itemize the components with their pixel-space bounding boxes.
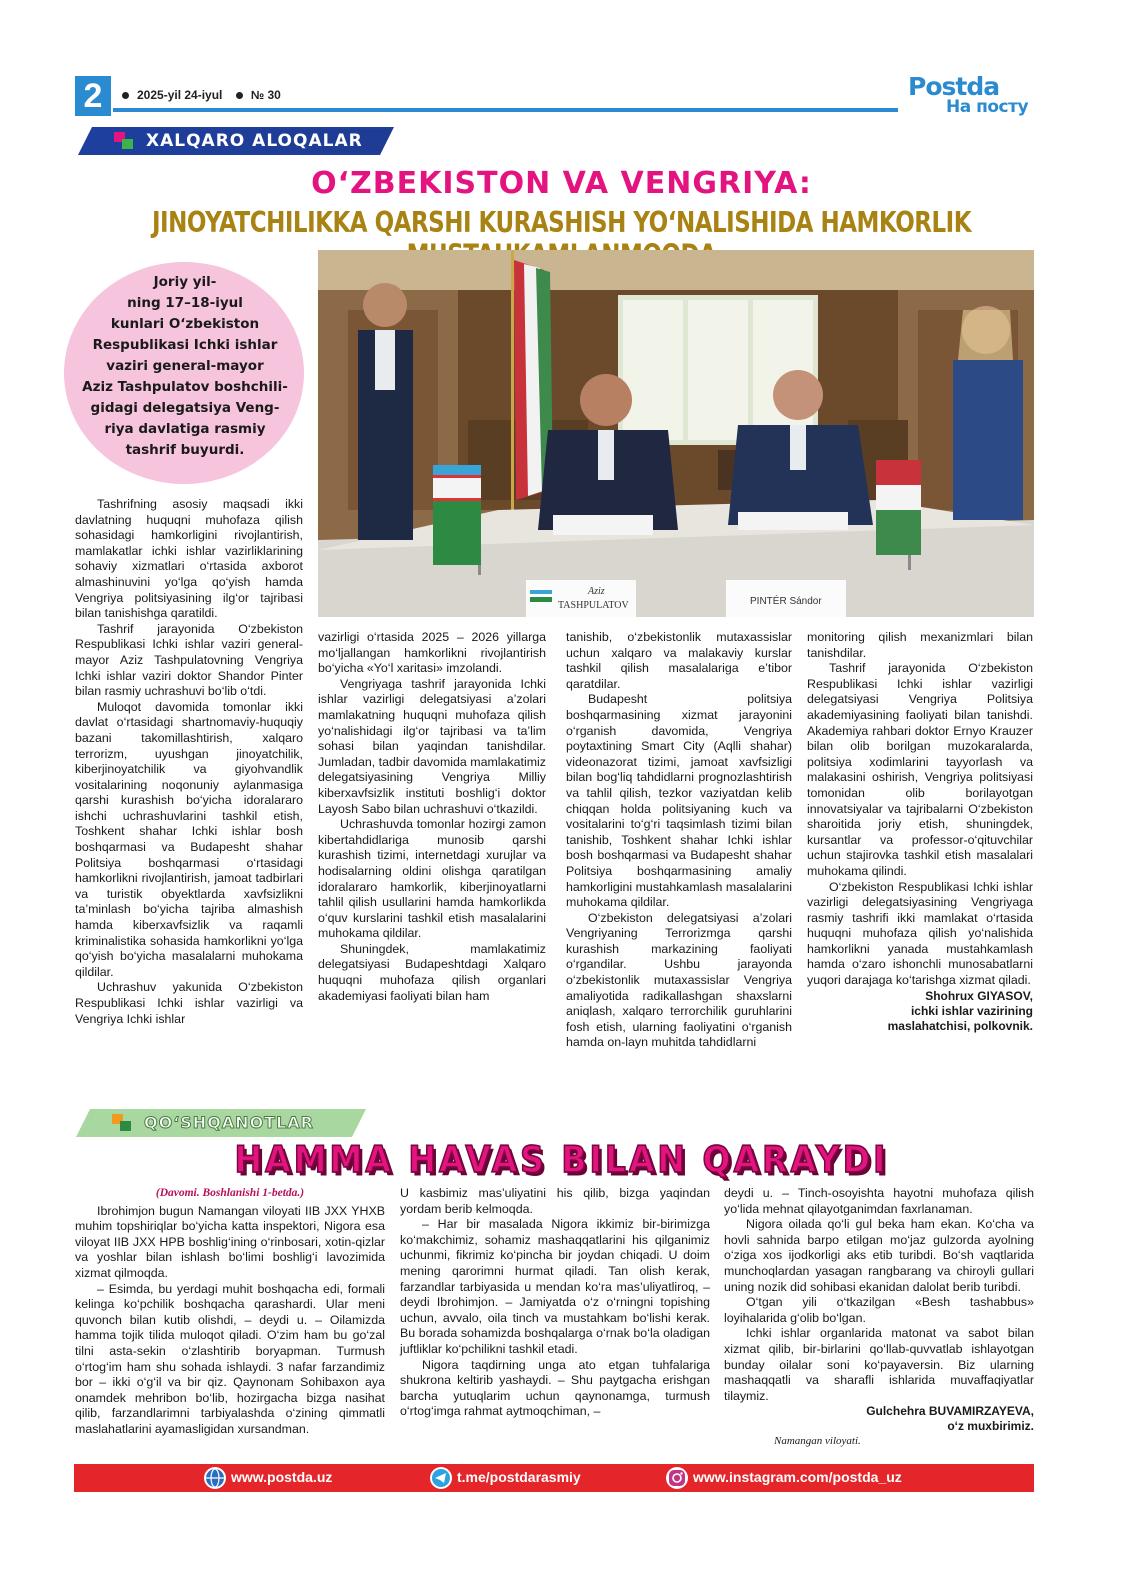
paragraph: U kasbimiz mas’uliyatini his qilib, bizga yaqindan yordam berib kelmoqda. [400,1186,710,1216]
paragraph: vazirligi o‘rtasida 2025 – 2026 yillarga mo‘ljallangan hamkorlikni rivojlantirish bo‘yicha «Yo‘l xaritasi» imzolandi. [318,630,546,676]
paragraph: monitoring qilish mexanizmlari bilan tanishdilar. [807,630,1033,660]
rubric-label: XALQARO ALOQALAR [146,131,363,151]
paragraph: tanishib, o‘zbekistonlik mutaxassislar uchun xalqaro va malakaviy kurslar tashkil qilish masalalariga e’tibor qaratdilar. [566,630,792,691]
signature-line: maslahatchisi, polkovnik. [887,1018,1033,1033]
paragraph: – Har bir masalada Nigora ikkimiz bir-birimizga ko‘makchimiz, sohamiz mashaqqatlarini his qilganimiz uchunmi, fikrimiz ko‘pincha bir joydan chiqadi. U doim mening qarorimni hurmat qiladi. Tan olish kerak, farzandlar tarbiyasida u mendan ko‘ra mas’uliyatliroq, – deydi Ibrohimjon. – Jamiyatda o‘z o‘rningni topishing uchun, avvalo, oila tinch va mustahkam bo‘lishi kerak. Bu borada sohamizda boshqalarga o‘rnak bo‘la oladigan juftliklar ko‘pchilikni tashkil etadi. [400,1217,710,1356]
issue-number: № 30 [250,88,281,102]
signing-ceremony-image [318,250,1034,617]
paragraph: deydi u. – Tinch-osoyishta hayotni muhofaza qilish yo‘lida mehnat qilayotganimdan faxrlanaman. [724,1186,1034,1216]
paragraph: Ibrohimjon bugun Namangan viloyati IIB JXX YHXB muhim topshiriqlar bo‘yicha katta inspektori, Nigora esa viloyat IIB JXX HPB boshlig‘ining o‘rinbosari, xotin-qizlar va yoshlar bilan ishlash bo‘limi boshlig‘i lavozimida xizmat qilmoqda. [75,1203,385,1280]
signature-line: ichki ishlar vazirining [910,1003,1033,1018]
nameplate-right: PINTÉR Sándor [750,596,822,607]
header-rule [113,108,898,112]
paragraph: Nigora oilada qo‘li gul beka ham ekan. Ko‘cha va hovli sahnida barpo etilgan mo‘jaz gulzorda ayolning o‘ziga xos ijodkorligi aks etib turibdi. Bo‘sh vaqtlarida munchoqlardan yasagan rangbarang va chiroyli gullari uning nozik did sohibasi ekanidan dalolat berib turibdi. [724,1217,1034,1294]
lead-circle [64,262,304,484]
paragraph: Muloqot davomida tomonlar ikki davlat o‘rtasidagi shartnomaviy-huquqiy bazani takomillashtirish, xalqaro terrorizm, uyushgan jinoyatchilik, kiberjinoyatchilik va giyohvandlik vositalarining noqonuniy aylanmasiga qarshi kurashish bo‘yicha idoralararo ishchi uchrashuvlarini tashkil etish, Toshkent shahar Ichki ishlar bosh boshqarmasi va Budapesht shahar Politsiya boshqarmasi o‘rtasidagi hamkorlikni rivojlantirish, jamoat tadbirlari va turistik obyektlarda xavfsizlikni ta’minlash bo‘yicha tajriba almashish hamda kiberxavfsizlik va raqamli kriminalistika sohasida hamkorlikni yo‘lga qo‘yish bo‘yicha masalalarni muhokama qildilar. [75,699,303,979]
nameplate-left-first: Aziz [588,586,605,597]
text-column-6 [400,1186,710,1420]
paragraph: O‘zbekiston Respublikasi Ichki ishlar vazirligi delegatsiyasining Vengriyaga rasmiy tashrifi ikki mamlakat o‘rtasida huquqni muhofaza qilish yo‘nalishida hamkorlikni yanada mustahkamlash hamda o‘zaro ishonchli munosabatlarni yuqori darajaga ko‘tarishga xizmat qiladi. [807,879,1033,988]
paragraph: – Esimda, bu yerdagi muhit boshqacha edi, formali kelinga ko‘pchilik boshqacha qarashardi. Ular meni quvonch bilan kutib olishdi, – deydi u. – Oilamizda hamma tojik tilida muloqot qiladi. O‘zim ham bu go‘zal tilni asta-sekin o‘zlashtirib boryapman. Turmush o‘rtog‘im ham shu sohada ishlaydi. 3 nafar farzandimiz bor – ikki o‘g‘il va bir qiz. Qaynonam Sohibaxon aya onamdek mehribon bo‘lib, hozirgacha bizga nasihat qilib, farzandlarimni tarbiyalashda o‘zining qimmatli maslahatlarini ayamasligidan xursandman. [75,1281,385,1436]
article-photo [318,250,1034,617]
footer-bar [74,1464,1034,1492]
signature-line: Gulchehra BUVAMIRZAYEVA, [866,1404,1034,1419]
paragraph: Tashrifning asosiy maqsadi ikki davlatning huquqni muhofaza qilish sohasidagi hamkorligini rivojlantirish, mamlakatlar ichki ishlar vazirliklarining sohaviy xizmatlari o‘rtasida axborot almashinuvini yo‘lga qo‘yish hamda Vengriya politsiyasining ilg‘or tajribasi bilan tanishishga qaratildi. [75,497,303,621]
article-subtitle: JINOYATCHILIKKA QARSHI KURASHISH YO‘NALISHIDA HAMKORLIK [151,207,972,240]
text-column-3 [566,630,792,1051]
author-signature [807,989,1033,1034]
page-number: 2 [75,76,111,116]
paragraph: Nigora taqdirning unga ato etgan tuhfalariga shukrona keltirib yashaydi. – Shu paytgacha erishgan barcha yutuqlarim uchun qaynonamga, turmush o‘rtog‘imga rahmat aytmoqchiman, – [400,1357,710,1419]
paragraph: Vengriyaga tashrif jarayonida Ichki ishlar vazirligi delegatsiyasi a’zolari mamlakatning huquqni muhofaza qilish yo‘nalishidagi ilg‘or tajribasi va ta’lim sohasi bilan yaqindan tanishdilar. Jumladan, tadbir davomida mamlakatimiz delegatsiyasining Vengriya Milliy kiberxavfsizlik instituti boshlig‘i doktor Layosh Sabo bilan uchrashuvi o‘tkazildi. [318,676,546,816]
logo-line2: На посту [946,97,1029,117]
text-column-2 [318,630,546,1004]
text-column-7 [724,1186,1034,1450]
paragraph: Tashrif jarayonida O‘zbekiston Respublikasi Ichki ishlar vazirligi delegatsiyasi Vengriya Politsiya akademiyasining faoliyati bilan tanishdi. Akademiya rahbari doktor Ernyo Krauzer bilan olib borilgan muzokaralarda, politsiya xodimlarini tayyorlash va malakasini oshirish, Vengriya politsiyasi tomonidan olib borilayotgan innovatsiyalar va tajribalarni O‘zbekiston sharoitida joriy etish, shuningdek, kursantlar va professor-o‘qituvchilar uchun stajirovka tashkil etish masalalari muhokama qilindi. [807,661,1033,878]
text-column-5 [75,1186,385,1438]
paragraph: Tashrif jarayonida O‘zbekiston Respublikasi Ichki ishlar vaziri general-mayor Aziz Tashpulatovning Vengriya Ichki ishlar vaziri doktor Shandor Pinter bilan rasmiy uchrashuvi bo‘lib o‘tdi. [75,621,303,699]
rubric-couples [76,1109,366,1137]
paragraph: O‘tgan yili o‘tkazilgan «Besh tashabbus» loyihalarida g‘olib bo‘lgan. [724,1295,1034,1325]
globe-icon [204,1467,226,1489]
author-signature [724,1404,1034,1434]
newspaper-logo [908,72,1038,118]
rubric-squares-icon [114,132,134,150]
paragraph: Shuningdek, mamlakatimiz delegatsiyasi Budapeshtdagi Xalqaro huquqni muhofaza qilish organlari akademiyasi faoliyati bilan ham [318,941,546,1003]
rubric-squares-icon [112,1114,132,1132]
continued-note: (Davomi. Boshlanishi 1-betda.) [155,1187,305,1199]
logo-line1: Postda [908,72,1000,101]
lead-text: Joriy yil- ning 17–18-iyul kunlari O‘zbekiston Respublikasi Ichki ishlar vaziri general-mayor Aziz Tashpulatov boshchili- gidagi delegatsiya Veng- riya davlatiga rasmiy tashrif buyurdi. [82,274,288,458]
website-link[interactable]: www.postda.uz [231,1469,333,1485]
paragraph: Uchrashuvda tomonlar hozirgi zamon kibertahdidlariga munosib qarshi kurashish tizimi, internetdagi xurujlar va hodisalarning oldini olishga qaratilgan idoralararo hamkorlik, kiberjinoyatlarni tahlil qilish usullarini hamda hamkorlikda o‘quv kurslarini tashkil etish masalalarini muhokama qildilar. [318,817,546,941]
nameplate-left-last: TASHPULATOV [558,600,629,611]
bullet-icon [122,92,129,99]
telegram-icon [430,1467,452,1489]
rubric-international [78,127,394,155]
instagram-icon [666,1467,688,1489]
paragraph: Uchrashuv yakunida O‘zbekiston Respublikasi Ichki ishlar vazirligi va Vengriya Ichki ishlar [75,980,303,1026]
article-title: O‘ZBEKISTON VA VENGRIYA: [311,166,812,201]
telegram-link[interactable]: t.me/postdarasmiy [457,1469,581,1485]
bullet-icon [236,92,243,99]
paragraph: O‘zbekiston delegatsiyasi a’zolari Vengriyaning Terrorizmga qarshi kurashish markazining faoliyati o‘rgandilar. Ushbu jarayonda o‘zbekistonlik mutaxassislar Vengriya amaliyotida radikallashgan shaxslarni aniqlash, xalqaro terrorchilik guruhlarini fosh etish, ularning faoliyatini o‘rganish hamda on-layn muhitda tahdidlarni [566,910,792,1050]
instagram-link[interactable]: www.instagram.com/postda_uz [693,1469,902,1485]
signature-line: Shohrux GIYASOV, [925,988,1033,1003]
text-column-1 [75,497,303,1027]
paragraph: Ichki ishlar organlarida matonat va sabot bilan xizmat qilib, bir-birlarini qo‘llab-quvvatlab ishlayotgan bunday oilalar soni ko‘payaversin. Biz ularning mashaqqatli va sharafli ishlarida muvaffaqiyatlar tilaymiz. [724,1326,1034,1403]
issue-meta [122,88,281,102]
place-note: Namangan viloyati. [774,1435,861,1448]
issue-date: 2025-yil 24-iyul [137,88,223,102]
article-title-2: HAMMA HAVAS BILAN QARAYDI [234,1138,889,1181]
paragraph: Budapesht politsiya boshqarmasining xizmat jarayonini o‘rganish davomida, Vengriya poytaxtining Smart City (Aqlli shahar) videonazorat tizimi, jamoat xavfsizligi bilan bog‘liq tahdidlarni prognozlashtirish va tahlil qilish, tezkor vaziyatdan kelib chiqqan holda politsiyaning kuch va vositalarini to‘g‘ri taqsimlash tizimi bilan tanishib, Toshkent shahar Ichki ishlar bosh boshqarmasi va Budapesht shahar Politsiya boshqarmasining amaliy hamkorligini mustahkamlash masalalarini muhokama qildilar. [566,692,792,910]
text-column-4 [807,630,1033,1034]
rubric-label: QO‘SHQANOTLAR [144,1113,314,1132]
signature-line: o‘z muxbirimiz. [947,1419,1034,1434]
